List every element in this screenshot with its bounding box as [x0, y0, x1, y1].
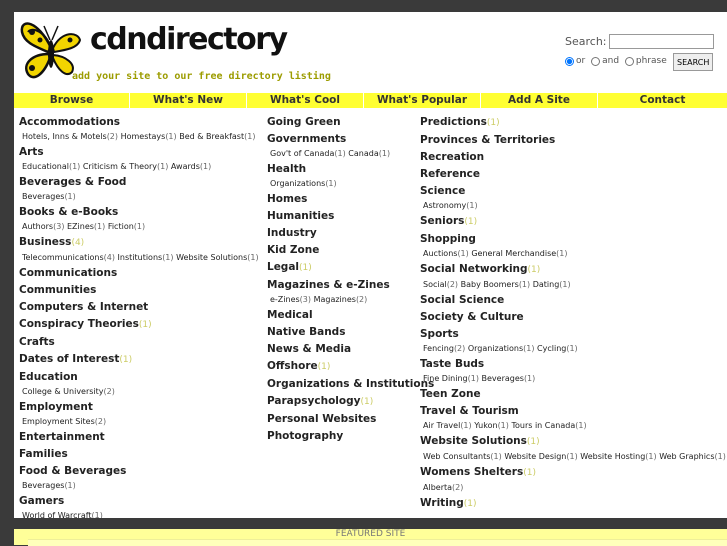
category-link[interactable]: [267, 133, 434, 146]
subcategory-list: [22, 131, 259, 142]
category-name: Arts: [19, 146, 44, 158]
category-link[interactable]: [420, 294, 726, 307]
category-name: Communities: [19, 284, 97, 296]
category-block: [420, 263, 726, 290]
subcategory-count: (1): [466, 201, 478, 210]
category-link[interactable]: [420, 358, 726, 371]
category-link[interactable]: [267, 378, 434, 391]
category-block: [19, 206, 259, 232]
subcategory-link[interactable]: Auctions: [423, 249, 458, 258]
search-form: [547, 32, 727, 76]
category-name: Communications: [19, 267, 118, 279]
category-name: Recreation: [420, 151, 485, 163]
category-link[interactable]: [267, 279, 434, 292]
subcategory-list: [22, 510, 259, 518]
category-block: [267, 116, 434, 129]
category-name: News & Media: [267, 343, 352, 355]
subcategory-link[interactable]: Web Consultants: [423, 452, 491, 461]
subcategory-link[interactable]: Canada: [348, 149, 379, 158]
category-link[interactable]: [267, 244, 434, 257]
subcategory-link[interactable]: World of Warcraft: [22, 511, 92, 518]
category-name: Native Bands: [267, 326, 346, 338]
category-link[interactable]: [267, 395, 434, 409]
category-block: [267, 430, 434, 443]
subcategory-link[interactable]: Gov't of Canada: [270, 149, 335, 158]
subcategory-count: (1): [460, 421, 472, 430]
subcategory-link[interactable]: Employment Sites: [22, 417, 95, 426]
category-link[interactable]: [19, 176, 259, 189]
category-name: Parapsychology: [267, 395, 361, 407]
category-block: [420, 497, 726, 511]
subcategory-link[interactable]: Yukon: [474, 421, 498, 430]
search-mode-and-radio[interactable]: [591, 57, 600, 66]
category-link[interactable]: [19, 284, 259, 297]
category-name: Travel & Tourism: [420, 405, 519, 417]
search-mode-phrase-label: phrase: [635, 56, 667, 66]
category-link[interactable]: [19, 353, 259, 367]
category-block: [19, 401, 259, 427]
category-link[interactable]: [19, 336, 259, 349]
category-block: [19, 176, 259, 202]
subcategory-count: (3): [299, 295, 312, 304]
category-link[interactable]: [19, 116, 259, 129]
category-name: Teen Zone: [420, 388, 481, 400]
category-block: [420, 405, 726, 431]
subcategory-link[interactable]: Organizations: [467, 344, 524, 353]
subcategory-count: (1): [645, 452, 657, 461]
subcategory-count: (4): [103, 253, 115, 262]
category-name: Social Science: [420, 294, 505, 306]
category-block: [19, 236, 259, 263]
subcategory-link[interactable]: Website Hosting: [580, 452, 646, 461]
subcategory-count: (1): [523, 344, 535, 353]
category-block: [19, 318, 259, 332]
subcategory-list: [22, 416, 259, 427]
category-block: [420, 168, 726, 181]
category-name: Employment: [19, 401, 93, 413]
subcategory-link[interactable]: Awards: [170, 162, 200, 171]
subcategory-link[interactable]: College & University: [22, 387, 104, 396]
category-block: [267, 210, 434, 223]
category-block: [19, 284, 259, 297]
subcategory-count: (1): [497, 421, 509, 430]
subcategory-link[interactable]: EZines: [67, 222, 94, 231]
category-block: [420, 185, 726, 211]
category-name: Crafts: [19, 336, 55, 348]
subcategory-count: (1): [133, 222, 146, 231]
category-link[interactable]: [420, 405, 726, 418]
category-link[interactable]: [420, 466, 726, 480]
site-logo[interactable]: [18, 16, 331, 88]
category-count: (1): [526, 437, 540, 447]
category-link[interactable]: [267, 413, 434, 426]
subcategory-link[interactable]: Fine Dining: [423, 374, 468, 383]
subcategory-link[interactable]: Astronomy: [423, 201, 467, 210]
nav-tab-whats-cool[interactable]: What's Cool: [247, 93, 364, 108]
subcategory-count: (1): [566, 452, 578, 461]
featured-site-heading: FEATURED SITE: [335, 529, 406, 539]
category-block: [19, 353, 259, 367]
search-mode-and-label: and: [602, 56, 620, 66]
subcategory-count: (2): [94, 417, 107, 426]
category-name: Industry: [267, 227, 317, 239]
category-count: (4): [71, 238, 85, 248]
category-link[interactable]: [267, 193, 434, 206]
subcategory-link[interactable]: Hotels, Inns & Motels: [22, 132, 107, 141]
category-name: Magazines & e-Zines: [267, 279, 390, 291]
subcategory-link[interactable]: General Merchandise: [471, 249, 557, 258]
subcategory-link[interactable]: Air Travel: [423, 421, 461, 430]
subcategory-link[interactable]: Magazines: [313, 295, 356, 304]
category-block: [420, 328, 726, 354]
category-name: Society & Culture: [420, 311, 524, 323]
subcategory-list: [423, 451, 726, 462]
subcategory-count: (1): [247, 253, 259, 262]
category-link[interactable]: [267, 210, 434, 223]
category-name: Taste Buds: [420, 358, 485, 370]
subcategory-list: [22, 480, 259, 491]
category-name: Books & e-Books: [19, 206, 119, 218]
subcategory-link[interactable]: Tours in Canada: [511, 421, 576, 430]
category-link[interactable]: [420, 215, 726, 229]
category-block: [420, 134, 726, 147]
category-block: [420, 358, 726, 384]
category-count: (1): [119, 355, 133, 365]
category-name: Medical: [267, 309, 313, 321]
subcategory-count: (1): [334, 149, 346, 158]
category-link[interactable]: [267, 430, 434, 443]
category-block: [420, 294, 726, 307]
category-name: Health: [267, 163, 307, 175]
subcategory-count: (1): [575, 421, 587, 430]
category-name: Entertainment: [19, 431, 105, 443]
category-link[interactable]: [420, 233, 726, 246]
category-link[interactable]: [267, 227, 434, 240]
subcategory-count: (2): [446, 280, 459, 289]
nav-tab-contact[interactable]: Contact: [598, 93, 727, 108]
subcategory-count: (1): [490, 452, 502, 461]
subcategory-count: (1): [244, 132, 256, 141]
category-link[interactable]: [19, 318, 259, 332]
nav-tab-add-a-site[interactable]: Add A Site: [481, 93, 598, 108]
subcategory-link[interactable]: Fiction: [107, 222, 134, 231]
subcategory-count: (1): [199, 162, 212, 171]
category-count: (1): [523, 468, 536, 478]
site-tagline: add your site to our free directory listing: [72, 71, 331, 82]
category-name: Gamers: [19, 495, 65, 507]
category-block: [19, 431, 259, 444]
search-label: Search:: [565, 35, 607, 48]
category-link[interactable]: [19, 236, 259, 250]
category-link[interactable]: [19, 301, 259, 314]
category-name: Homes: [267, 193, 308, 205]
subcategory-list: [423, 200, 726, 211]
category-name: Education: [19, 371, 78, 383]
category-name: Sports: [420, 328, 459, 340]
category-name: Food & Beverages: [19, 465, 127, 477]
subcategory-list: [270, 178, 434, 189]
subcategory-count: (2): [106, 132, 119, 141]
category-block: [19, 116, 259, 142]
category-link[interactable]: [267, 309, 434, 322]
subcategory-count: (1): [325, 179, 337, 188]
category-link[interactable]: [19, 267, 259, 280]
category-link[interactable]: [420, 497, 726, 511]
main-nav: [14, 93, 727, 108]
subcategory-link[interactable]: Homestays: [120, 132, 166, 141]
category-block: [19, 371, 259, 397]
category-link[interactable]: [19, 495, 259, 508]
subcategory-count: (1): [64, 481, 76, 490]
category-name: Shopping: [420, 233, 476, 245]
subcategory-link[interactable]: e-Zines: [270, 295, 300, 304]
category-block: [267, 261, 434, 275]
category-column-1: [19, 116, 259, 518]
featured-site-panel: [14, 529, 727, 545]
category-block: [267, 227, 434, 240]
subcategory-link[interactable]: Educational: [22, 162, 69, 171]
subcategory-link[interactable]: Dating: [532, 280, 560, 289]
subcategory-list: [423, 343, 726, 354]
category-link[interactable]: [267, 116, 434, 129]
subcategory-link[interactable]: Alberta: [423, 483, 453, 492]
category-count: (1): [360, 397, 374, 407]
subcategory-link[interactable]: Website Design: [504, 452, 567, 461]
category-count: (1): [464, 217, 478, 227]
subcategory-list: [270, 148, 434, 159]
nav-tab-whats-popular[interactable]: What's Popular: [364, 93, 481, 108]
subcategory-list: [22, 386, 259, 397]
subcategory-count: (1): [64, 192, 76, 201]
subcategory-count: (1): [559, 280, 571, 289]
category-block: [420, 233, 726, 259]
subcategory-link[interactable]: Organizations: [270, 179, 326, 188]
page: [14, 12, 727, 518]
subcategory-list: [270, 294, 434, 305]
subcategory-list: [423, 248, 726, 259]
subcategory-list: [423, 279, 726, 290]
subcategory-count: (2): [453, 344, 466, 353]
category-block: [267, 343, 434, 356]
subcategory-count: (1): [518, 280, 531, 289]
category-link[interactable]: [420, 151, 726, 164]
category-count: (1): [317, 362, 331, 372]
site-wordmark: cdndirectory: [90, 22, 287, 57]
category-block: [19, 267, 259, 280]
subcategory-link[interactable]: Website Solutions: [176, 253, 248, 262]
category-link[interactable]: [420, 388, 726, 401]
category-name: Accommodations: [19, 116, 121, 128]
category-link[interactable]: [420, 116, 726, 130]
subcategory-link[interactable]: Beverages: [481, 374, 524, 383]
category-block: [420, 435, 726, 462]
category-block: [420, 215, 726, 229]
subcategory-count: (1): [378, 149, 391, 158]
category-name: Reference: [420, 168, 481, 180]
category-name: Legal: [267, 261, 300, 273]
category-name: Predictions: [420, 116, 487, 128]
category-block: [267, 309, 434, 322]
subcategory-count: (1): [162, 253, 174, 262]
category-block: [19, 495, 259, 518]
category-link[interactable]: [420, 134, 726, 147]
subcategory-link[interactable]: Cycling: [537, 344, 567, 353]
category-count: (1): [138, 320, 152, 330]
subcategory-link[interactable]: Web Graphics: [659, 452, 715, 461]
subcategory-link[interactable]: Authors: [22, 222, 54, 231]
category-name: Womens Shelters: [420, 466, 524, 478]
search-mode-or-radio[interactable]: [565, 57, 574, 66]
subcategory-link[interactable]: Fencing: [423, 344, 454, 353]
category-link[interactable]: [420, 435, 726, 449]
category-link[interactable]: [420, 263, 726, 277]
subcategory-count: (1): [467, 374, 479, 383]
subcategory-count: (1): [556, 249, 568, 258]
category-block: [420, 388, 726, 401]
category-link[interactable]: [19, 465, 259, 478]
category-name: Business: [19, 236, 72, 248]
subcategory-count: (1): [165, 132, 177, 141]
subcategory-list: [423, 420, 726, 431]
subcategory-count: (1): [523, 374, 536, 383]
category-column-2: [267, 116, 434, 447]
category-name: Computers & Internet: [19, 301, 149, 313]
category-block: [267, 244, 434, 257]
category-name: Writing: [420, 497, 464, 509]
subcategory-link[interactable]: Bed & Breakfast: [179, 132, 245, 141]
category-block: [19, 465, 259, 491]
category-name: Governments: [267, 133, 347, 145]
category-block: [267, 163, 434, 189]
category-block: [267, 326, 434, 339]
subcategory-list: [22, 191, 259, 202]
subcategory-list: [22, 252, 259, 263]
category-link[interactable]: [19, 448, 259, 461]
category-name: Science: [420, 185, 466, 197]
subcategory-list: [423, 482, 726, 493]
category-count: (1): [486, 118, 500, 128]
search-mode-or-label: or: [576, 56, 586, 66]
category-name: Photography: [267, 430, 344, 442]
category-link[interactable]: [420, 168, 726, 181]
category-name: Organizations & Institutions: [267, 378, 435, 390]
subcategory-count: (2): [103, 387, 115, 396]
subcategory-link[interactable]: Criticism & Theory: [82, 162, 158, 171]
nav-tab-browse[interactable]: Browse: [14, 93, 130, 108]
search-input[interactable]: [609, 34, 714, 49]
category-link[interactable]: [267, 343, 434, 356]
category-block: [267, 413, 434, 426]
category-block: [420, 311, 726, 324]
category-link[interactable]: [19, 206, 259, 219]
subcategory-list: [22, 221, 259, 232]
category-name: Offshore: [267, 360, 318, 372]
category-link[interactable]: [267, 261, 434, 275]
subcategory-count: (2): [355, 295, 368, 304]
category-block: [19, 448, 259, 461]
category-count: (1): [527, 265, 541, 275]
category-name: Website Solutions: [420, 435, 527, 447]
category-link[interactable]: [267, 360, 434, 374]
category-link[interactable]: [19, 146, 259, 159]
search-mode-phrase-radio[interactable]: [625, 57, 634, 66]
category-link[interactable]: [420, 328, 726, 341]
category-block: [267, 360, 434, 374]
category-name: Social Networking: [420, 263, 528, 275]
subcategory-count: (1): [93, 222, 106, 231]
category-block: [420, 466, 726, 493]
category-link[interactable]: [19, 371, 259, 384]
search-button[interactable]: SEARCH: [673, 53, 713, 71]
category-link[interactable]: [267, 163, 434, 176]
category-count: (1): [463, 499, 477, 509]
category-column-3: [420, 116, 726, 515]
category-name: Provinces & Territories: [420, 134, 556, 146]
category-count: (1): [299, 263, 312, 273]
subcategory-list: [423, 373, 726, 384]
category-name: Families: [19, 448, 68, 460]
search-mode-options: [565, 56, 670, 67]
category-name: Seniors: [420, 215, 465, 227]
subcategory-count: (1): [68, 162, 81, 171]
category-block: [267, 193, 434, 206]
category-name: Kid Zone: [267, 244, 320, 256]
subcategory-link[interactable]: Baby Boomers: [460, 280, 519, 289]
nav-tab-whats-new[interactable]: What's New: [130, 93, 247, 108]
category-block: [19, 301, 259, 314]
category-name: Going Green: [267, 116, 341, 128]
category-link[interactable]: [420, 311, 726, 324]
subcategory-list: [22, 161, 259, 172]
category-block: [19, 146, 259, 172]
subcategory-link[interactable]: Telecommunications: [22, 253, 104, 262]
category-block: [420, 151, 726, 164]
category-link[interactable]: [19, 431, 259, 444]
subcategory-count: (3): [53, 222, 65, 231]
subcategory-count: (1): [157, 162, 169, 171]
category-name: Dates of Interest: [19, 353, 120, 365]
category-block: [267, 279, 434, 305]
category-block: [267, 378, 434, 391]
category-block: [267, 133, 434, 159]
subcategory-count: (1): [566, 344, 578, 353]
subcategory-link[interactable]: Beverages: [22, 481, 65, 490]
category-link[interactable]: [267, 326, 434, 339]
category-block: [19, 336, 259, 349]
subcategory-link[interactable]: Social: [423, 280, 447, 289]
category-block: [267, 395, 434, 409]
category-link[interactable]: [19, 401, 259, 414]
category-name: Conspiracy Theories: [19, 318, 139, 330]
category-name: Humanities: [267, 210, 335, 222]
subcategory-count: (1): [714, 452, 726, 461]
category-name: Beverages & Food: [19, 176, 127, 188]
subcategory-count: (1): [91, 511, 103, 518]
subcategory-link[interactable]: Beverages: [22, 192, 65, 201]
subcategory-link[interactable]: Institutions: [117, 253, 163, 262]
category-link[interactable]: [420, 185, 726, 198]
category-block: [420, 116, 726, 130]
subcategory-count: (2): [452, 483, 464, 492]
category-name: Personal Websites: [267, 413, 377, 425]
subcategory-count: (1): [457, 249, 469, 258]
